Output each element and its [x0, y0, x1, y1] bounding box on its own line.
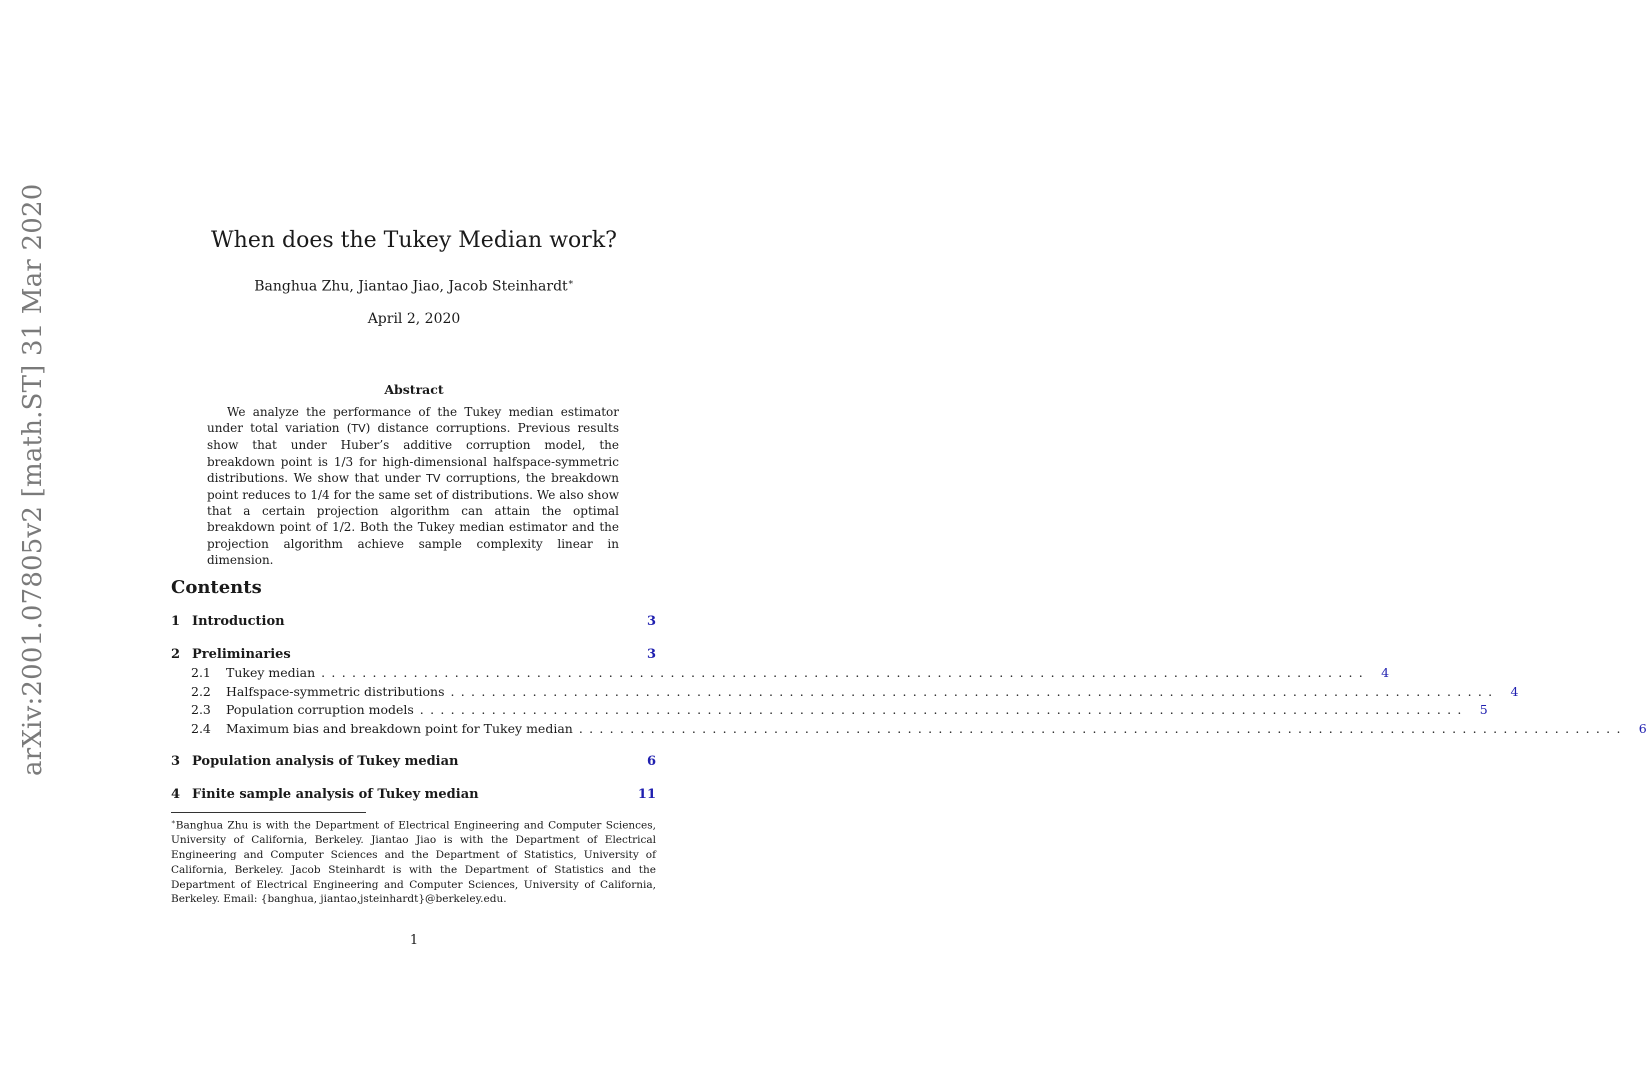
footnote-text: Banghua Zhu is with the Department of Electrical Engineering and Computer Sciences, University of California, Berkeley. Jiantao Jiao is with the Department of Electrical Engineering and Computer Sciences and the Department of Statistics, University of California, Berkeley. Jacob Steinhardt is with the Department of Statistics and the Department of Electrical Engineering and Computer Sciences, University of California, Berkeley. Email: {banghua, jiantao,jsteinhardt}@berkeley.edu.: [171, 819, 656, 906]
toc-entry-title: Halfspace-symmetric distributions: [226, 684, 445, 699]
toc-page-link[interactable]: 4: [1510, 684, 1519, 699]
toc-entry-tukey-median[interactable]: [171, 665, 1390, 683]
arxiv-identifier-stamp: arXiv:2001.07805v2 [math.ST] 31 Mar 2020: [18, 183, 48, 776]
toc-page-link[interactable]: 6: [1638, 721, 1647, 736]
toc-page-link[interactable]: 11: [637, 787, 656, 802]
toc-entry-finite-sample-analysis[interactable]: [171, 787, 656, 805]
toc-leader-dots: ......................................................................................................: [321, 665, 1370, 680]
toc-entry-halfspace-symmetric[interactable]: [171, 684, 1519, 702]
author-footnote-mark[interactable]: ∗: [567, 278, 574, 288]
toc-page-link[interactable]: 3: [646, 647, 656, 662]
toc-page-link[interactable]: 5: [1479, 702, 1488, 717]
toc-entry-number: 2.2: [191, 684, 211, 699]
abstract-text-part-2: ) distance corruptions. Previous results show that under Huber’s additive corruption model, the breakdown point is 1/3 for high-dimensional halfspace-symmetric distributions. We show that under: [207, 421, 619, 485]
toc-entry-number: 2.3: [191, 702, 211, 717]
toc-entry-title: Introduction: [192, 614, 285, 629]
abstract-text-part-1: We analyze the performance of the Tukey median estimator under total variation (: [207, 405, 619, 436]
author-names: Banghua Zhu, Jiantao Jiao, Jacob Steinhardt: [254, 278, 568, 295]
toc-page-link[interactable]: 6: [646, 754, 656, 769]
toc-leader-dots: ......................................................................................................: [450, 684, 1499, 699]
toc-page-link[interactable]: 3: [646, 614, 656, 629]
toc-entry-title: Preliminaries: [192, 647, 291, 662]
contents-heading: Contents: [171, 577, 262, 598]
abstract-heading: Abstract: [384, 382, 444, 397]
toc-entry-title: Tukey median: [226, 665, 316, 680]
tv-term: TV: [351, 422, 366, 436]
author-list: [0, 278, 828, 295]
publication-date: April 2, 2020: [367, 311, 461, 327]
page-number: 1: [409, 933, 419, 948]
toc-entry-number: 3: [171, 754, 181, 769]
author-affiliation-footnote: [171, 815, 656, 907]
toc-entry-title: Finite sample analysis of Tukey median: [192, 787, 479, 802]
tv-term: TV: [426, 471, 441, 485]
toc-entry-introduction[interactable]: [171, 614, 656, 632]
toc-leader-dots: ......................................................................................................: [578, 721, 1627, 736]
paper-title: When does the Tukey Median work?: [211, 228, 617, 253]
toc-entry-population-analysis[interactable]: [171, 754, 656, 772]
toc-entry-title: Maximum bias and breakdown point for Tukey median: [226, 721, 573, 736]
footnote-mark: ∗: [171, 818, 176, 826]
abstract-text-part-3: corruptions, the breakdown point reduces to 1/4 for the same set of distributions. We also show that a certain projection algorithm can attain the optimal breakdown point of 1/2. Both the Tukey median estimator and the projection algorithm achieve sample complexity linear in dimension.: [207, 470, 619, 567]
toc-entry-number: 2.1: [191, 665, 211, 680]
footnote-separator: [171, 812, 366, 813]
toc-entry-number: 2.4: [191, 721, 211, 736]
toc-entry-number: 4: [171, 787, 181, 802]
toc-entry-maximum-bias[interactable]: [171, 721, 1647, 739]
toc-entry-number: 2: [171, 647, 181, 662]
toc-leader-dots: ......................................................................................................: [419, 702, 1468, 717]
toc-entry-title: Population analysis of Tukey median: [192, 754, 459, 769]
toc-entry-population-corruption[interactable]: [171, 702, 1488, 720]
toc-entry-number: 1: [171, 614, 181, 629]
toc-entry-preliminaries[interactable]: [171, 647, 656, 665]
toc-entry-title: Population corruption models: [226, 702, 414, 717]
toc-page-link[interactable]: 4: [1381, 665, 1390, 680]
abstract-body: [207, 404, 619, 568]
